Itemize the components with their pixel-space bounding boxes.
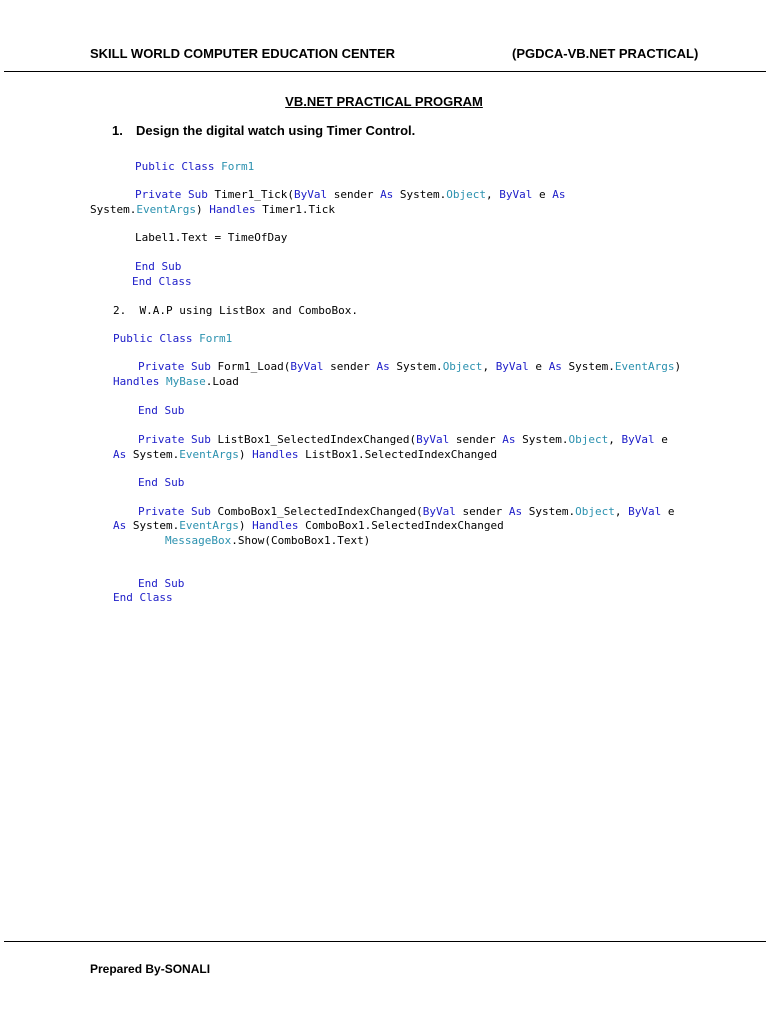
code-line: As System.EventArgs) Handles ComboBox1.SelectedIndexChanged	[113, 519, 504, 532]
code-line: End Sub	[138, 476, 185, 489]
code-line: Private Sub Timer1_Tick(ByVal sender As System.Object, ByVal e As	[135, 188, 566, 201]
code-line: Public Class Form1	[113, 332, 233, 345]
question-1-text: Design the digital watch using Timer Control.	[136, 123, 416, 138]
code-line: End Sub	[135, 260, 182, 273]
code-line: End Sub	[138, 577, 185, 590]
code-line: End Class	[132, 275, 192, 288]
footer-divider	[4, 941, 766, 942]
code-line: End Class	[113, 591, 173, 604]
question-1	[112, 123, 415, 138]
header-institute-name: SKILL WORLD COMPUTER EDUCATION CENTER	[90, 46, 396, 61]
code-line: Public Class Form1	[135, 160, 255, 173]
page-title: VB.NET PRACTICAL PROGRAM	[285, 94, 483, 109]
code-line: Label1.Text = TimeOfDay	[135, 231, 288, 244]
code-line: System.EventArgs) Handles Timer1.Tick	[90, 203, 336, 216]
question-1-number: 1.	[112, 123, 123, 138]
code-line: Private Sub Form1_Load(ByVal sender As System.Object, ByVal e As System.EventArgs)	[138, 360, 682, 373]
question-2: 2. W.A.P using ListBox and ComboBox.	[113, 304, 359, 317]
code-line: MessageBox.Show(ComboBox1.Text)	[165, 534, 371, 547]
code-line: Private Sub ListBox1_SelectedIndexChanged(ByVal sender As System.Object, ByVal e	[138, 433, 675, 446]
code-line: As System.EventArgs) Handles ListBox1.SelectedIndexChanged	[113, 448, 498, 461]
code-line: Private Sub ComboBox1_SelectedIndexChanged(ByVal sender As System.Object, ByVal e	[138, 505, 682, 518]
code-line: End Sub	[138, 404, 185, 417]
code-line: Handles MyBase.Load	[113, 375, 239, 388]
header-course-name: (PGDCA-VB.NET PRACTICAL)	[512, 46, 699, 61]
header-divider	[4, 71, 766, 72]
footer-author: Prepared By-SONALI	[90, 962, 211, 976]
